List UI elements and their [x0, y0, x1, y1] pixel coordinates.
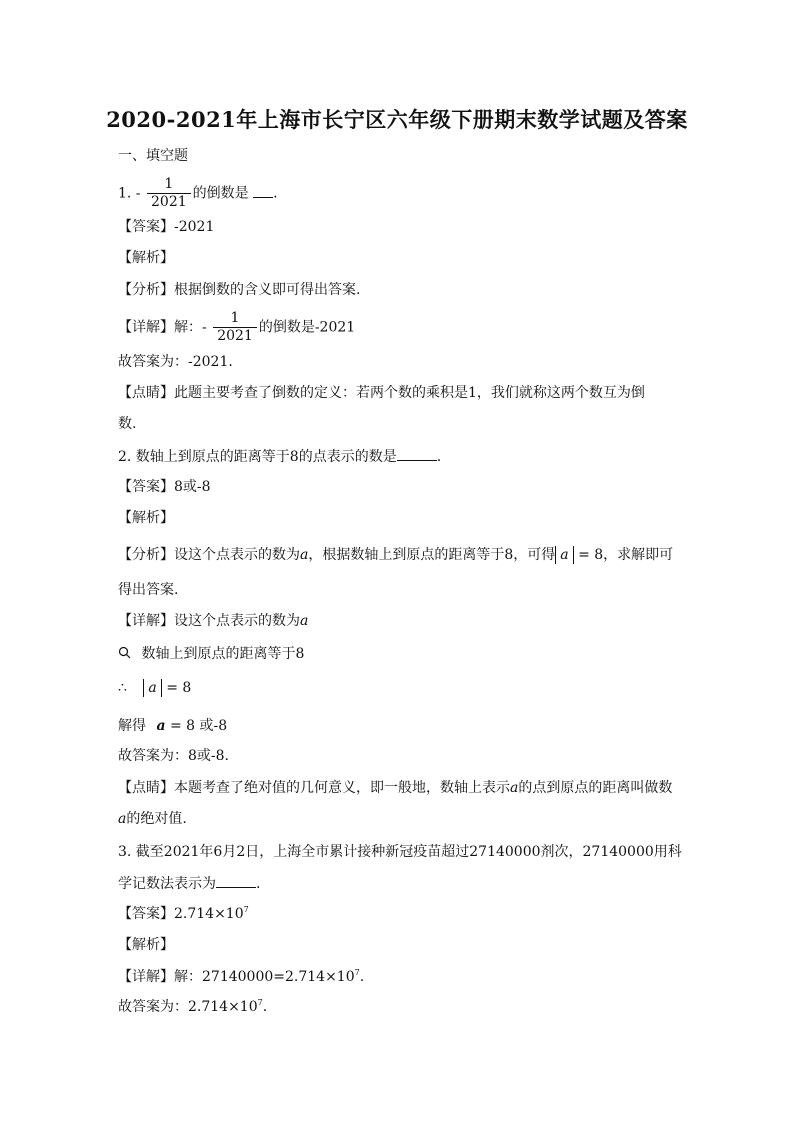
absolute-value: a: [555, 546, 573, 564]
answer-line: 【答案】-2021: [118, 219, 215, 235]
analysis-heading: 【解析】: [118, 510, 174, 526]
question-2: 2. 数轴上到原点的距离等于8的点表示的数是 .: [118, 446, 441, 467]
conclusion-line: 故答案为：8或-8.: [118, 748, 229, 764]
question-1: 1. - $\frac{1}{2021}$ 的倒数是 .: [118, 176, 278, 210]
absolute-value: a: [143, 679, 161, 697]
conclusion-line: 故答案为：-2021.: [118, 354, 233, 370]
question-3: 3. 截至2021年6月2日，上海全市累计接种新冠疫苗超过27140000剂次，27140000用科: [118, 844, 682, 860]
detail-line: 【详解】解：$27140000=2.714\times 10^7$.: [118, 968, 365, 985]
section-heading: 一、填空题: [118, 148, 188, 164]
document-title: 2020-2021年上海市长宁区六年级下册期末数学试题及答案: [106, 107, 688, 132]
solution-line: 解得 a = 8 或-8: [118, 718, 228, 734]
therefore-line: ∴ a = 8: [118, 680, 192, 696]
analysis-heading: 【解析】: [118, 937, 174, 953]
answer-line: 【答案】8或-8: [118, 479, 211, 495]
therefore-symbol: ∴: [118, 680, 127, 696]
question-3-cont: 学记数法表示为 .: [118, 873, 260, 894]
answer-blank: [253, 183, 273, 198]
remark-line-cont: 数.: [118, 416, 137, 432]
analysis-line: 【分析】根据倒数的含义即可得出答案.: [118, 282, 361, 298]
analysis-heading: 【解析】: [118, 250, 174, 266]
because-line: 数轴上到原点的距离等于8: [118, 644, 304, 664]
remark-line-cont: a的绝对值.: [118, 811, 187, 827]
answer-line: 【答案】$2.714\times 10^7$: [118, 905, 249, 922]
fraction: $\frac{1}{2021}$: [147, 176, 191, 211]
fraction: $\frac{1}{2021}$: [213, 310, 257, 345]
because-symbol-icon: [118, 646, 135, 662]
analysis-line: 【分析】设这个点表示的数为a，根据数轴上到原点的距离等于8，可得 a = 8，求解即可: [118, 547, 674, 563]
conclusion-line: 故答案为：$2.714\times 10^7$.: [118, 998, 268, 1015]
analysis-line-cont: 得出答案.: [118, 582, 179, 598]
remark-line: 【点睛】本题考查了绝对值的几何意义，即一般地，数轴上表示a的点到原点的距离叫做数: [118, 780, 673, 796]
answer-blank: [397, 446, 437, 461]
detail-line: 【详解】解：- $\frac{1}{2021}$ 的倒数是-2021: [118, 310, 356, 344]
detail-line: 【详解】设这个点表示的数为a: [118, 613, 309, 629]
remark-line: 【点睛】此题主要考查了倒数的定义：若两个数的乘积是1，我们就称这两个数互为倒: [118, 385, 645, 401]
answer-blank: [216, 873, 256, 888]
